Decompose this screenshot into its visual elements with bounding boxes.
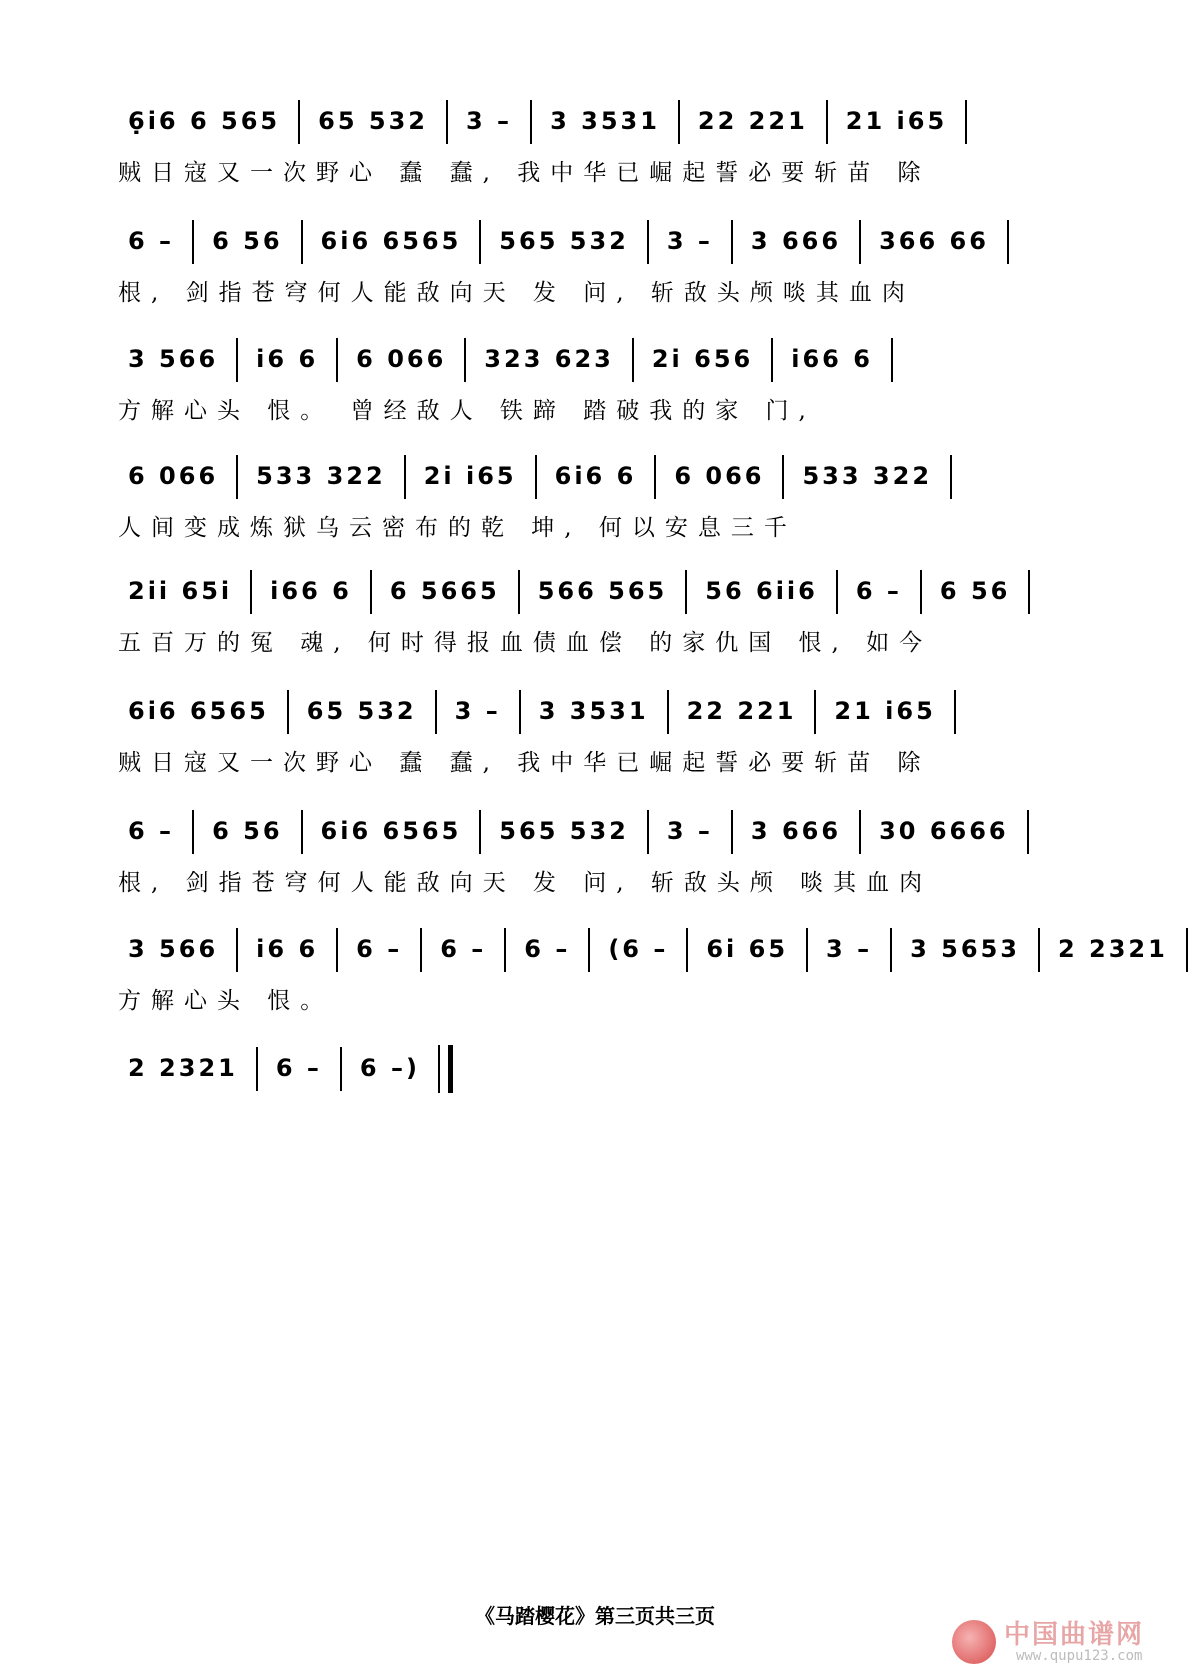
measure-notes: 566 565: [537, 577, 668, 605]
measure-notes: 533 322: [802, 462, 933, 490]
bar-line: [420, 928, 422, 972]
final-bar-line: [438, 1045, 453, 1093]
bar-line: [256, 1047, 258, 1091]
score-system: [118, 810, 1078, 904]
measure-notes: 6 56: [212, 817, 283, 845]
notation-line: [118, 338, 1078, 378]
lyric-line: 贼日寇又一次野心 蠢 蠢, 我中华已崛起誓必要斩苗 除: [118, 750, 931, 776]
bar-line: [678, 100, 680, 144]
measure-notes: 30 6666: [879, 817, 1009, 845]
bar-line: [806, 928, 808, 972]
measure-notes: 6i6 6565: [320, 227, 462, 255]
bar-line: [731, 810, 733, 854]
bar-line: [1027, 810, 1029, 854]
score-system: [118, 100, 1078, 194]
measure-notes: 21 i65: [845, 107, 948, 135]
bar-line: [236, 928, 238, 972]
bar-line: [632, 338, 634, 382]
bar-line: [965, 100, 967, 144]
notation-line: [118, 220, 1078, 260]
measure-notes: 6 –: [128, 227, 175, 255]
measure-notes: 6 –: [275, 1054, 322, 1082]
measure-notes: 6 56: [939, 577, 1011, 605]
measure-notes: 6 –): [359, 1054, 420, 1082]
measure-notes: 3 666: [750, 227, 842, 255]
lyric-line: 五百万的冤 魂, 何时得报血债血偿 的家仇国 恨, 如今: [118, 630, 933, 656]
measure-notes: (6 –: [608, 935, 669, 963]
measure-notes: 2i 656: [651, 345, 754, 373]
watermark-title: 中国曲谱网: [1004, 1620, 1145, 1650]
bar-line: [404, 455, 406, 499]
notation-line: [118, 810, 1078, 850]
measure-notes: 6i 65: [706, 935, 789, 963]
measure-notes: i6 6: [256, 935, 319, 963]
bar-line: [836, 570, 838, 614]
bar-line: [1007, 220, 1009, 264]
bar-line: [479, 810, 481, 854]
bar-line: [782, 455, 784, 499]
measure-notes: 3 3531: [550, 107, 660, 135]
measure-notes: 6i6 6: [554, 462, 637, 490]
bar-line: [301, 810, 303, 854]
bar-line: [370, 570, 372, 614]
bar-line: [1028, 570, 1030, 614]
measure-notes: 65 532: [306, 697, 417, 725]
lyric-line: 方解心头 恨。 曾经敌人 铁蹄 踏破我的家 门,: [118, 398, 816, 424]
measure-notes: 6 56: [212, 227, 283, 255]
bar-line: [654, 455, 656, 499]
bar-line: [859, 810, 861, 854]
site-watermark: [952, 1614, 1172, 1670]
score-system: [118, 338, 1078, 432]
lyric-line: [118, 1099, 1078, 1139]
measure-notes: 3 –: [666, 817, 713, 845]
lyric-line: 根, 剑指苍穹何人能敌向天 发 问, 斩敌头颅啖其血肉: [118, 280, 915, 306]
bar-line: [250, 570, 252, 614]
measure-notes: 22 221: [697, 107, 808, 135]
measure-notes: 6 5665: [389, 577, 500, 605]
measure-notes: 56 6ii6: [705, 577, 818, 605]
score-system: [118, 1045, 1078, 1139]
measure-notes: 2 2321: [128, 1054, 238, 1082]
measure-notes: 3 –: [826, 935, 873, 963]
bar-line: [920, 570, 922, 614]
bar-line: [1038, 928, 1040, 972]
measure-notes: 3 566: [128, 345, 219, 373]
measure-notes: i6 6: [256, 345, 319, 373]
measure-notes: 533 322: [256, 462, 386, 490]
notation-line: [118, 928, 1168, 968]
bar-line: [479, 220, 481, 264]
bar-line: [236, 455, 238, 499]
measure-notes: 3 666: [750, 817, 842, 845]
score-system: [118, 570, 1078, 664]
watermark-url: www.qupu123.com: [1016, 1648, 1143, 1664]
bar-line: [954, 690, 956, 734]
bar-line: [530, 100, 532, 144]
bar-line: [814, 690, 816, 734]
measure-notes: 6i6 6565: [320, 817, 462, 845]
measure-notes: 3 –: [666, 227, 713, 255]
measure-notes: 3 –: [466, 107, 513, 135]
bar-line: [504, 928, 506, 972]
measure-notes: 6 066: [356, 345, 447, 373]
lyric-line: 根, 剑指苍穹何人能敌向天 发 问, 斩敌头颅 啖其血肉: [118, 870, 933, 896]
measure-notes: 366 66: [879, 227, 989, 255]
notation-line: [118, 100, 1078, 140]
bar-line: [771, 338, 773, 382]
measure-notes: 6̣i6 6 565: [128, 107, 281, 135]
bar-line: [435, 690, 437, 734]
site-logo-icon: [952, 1620, 996, 1664]
bar-line: [731, 220, 733, 264]
notation-line: [118, 570, 1078, 610]
measure-notes: 3 3531: [538, 697, 649, 725]
lyric-line: 贼日寇又一次野心 蠢 蠢, 我中华已崛起誓必要斩苗 除: [118, 160, 931, 186]
bar-line: [298, 100, 300, 144]
bar-line: [826, 100, 828, 144]
measure-notes: 6 066: [128, 462, 219, 490]
measure-notes: i66 6: [791, 345, 873, 373]
measure-notes: 3 566: [128, 935, 219, 963]
bar-line: [464, 338, 466, 382]
measure-notes: 3 5653: [910, 935, 1020, 963]
bar-line: [301, 220, 303, 264]
measure-notes: 6 –: [524, 935, 571, 963]
bar-line: [686, 928, 688, 972]
bar-line: [518, 570, 520, 614]
measure-notes: 6 –: [855, 577, 902, 605]
measure-notes: 2ii 65i: [128, 577, 233, 605]
score-system: [118, 690, 1078, 784]
lyric-line: 人间变成炼狱乌云密布的乾 坤, 何以安息三千: [118, 515, 797, 541]
bar-line: [891, 338, 893, 382]
bar-line: [647, 810, 649, 854]
bar-line: [446, 100, 448, 144]
measure-notes: 3 –: [454, 697, 501, 725]
bar-line: [1186, 928, 1188, 972]
bar-line: [535, 455, 537, 499]
bar-line: [192, 220, 194, 264]
measure-notes: 22 221: [686, 697, 797, 725]
bar-line: [192, 810, 194, 854]
bar-line: [336, 928, 338, 972]
notation-line: [118, 690, 1078, 730]
measure-notes: 6i6 6565: [128, 697, 269, 725]
measure-notes: 6 –: [356, 935, 403, 963]
page-footer: 《马踏樱花》第三页共三页: [475, 1604, 715, 1628]
measure-notes: 65 532: [318, 107, 428, 135]
score-system: [118, 455, 1078, 549]
bar-line: [336, 338, 338, 382]
measure-notes: 565 532: [499, 227, 629, 255]
measure-notes: 323 623: [484, 345, 614, 373]
notation-line: [118, 1045, 1078, 1085]
bar-line: [340, 1047, 342, 1091]
measure-notes: 2 2321: [1057, 935, 1168, 963]
score-system: [118, 220, 1078, 314]
measure-notes: 6 –: [440, 935, 487, 963]
notation-line: [118, 455, 1078, 495]
measure-notes: 565 532: [499, 817, 629, 845]
score-system: [118, 928, 1168, 1022]
measure-notes: 6 –: [128, 817, 175, 845]
bar-line: [287, 690, 289, 734]
lyric-line: 方解心头 恨。: [118, 988, 334, 1014]
bar-line: [667, 690, 669, 734]
bar-line: [647, 220, 649, 264]
bar-line: [859, 220, 861, 264]
bar-line: [685, 570, 687, 614]
bar-line: [588, 928, 590, 972]
measure-notes: i66 6: [270, 577, 352, 605]
measure-notes: 6 066: [674, 462, 765, 490]
bar-line: [519, 690, 521, 734]
measure-notes: 2i i65: [423, 462, 517, 490]
bar-line: [890, 928, 892, 972]
bar-line: [236, 338, 238, 382]
bar-line: [950, 455, 952, 499]
measure-notes: 21 i65: [834, 697, 936, 725]
